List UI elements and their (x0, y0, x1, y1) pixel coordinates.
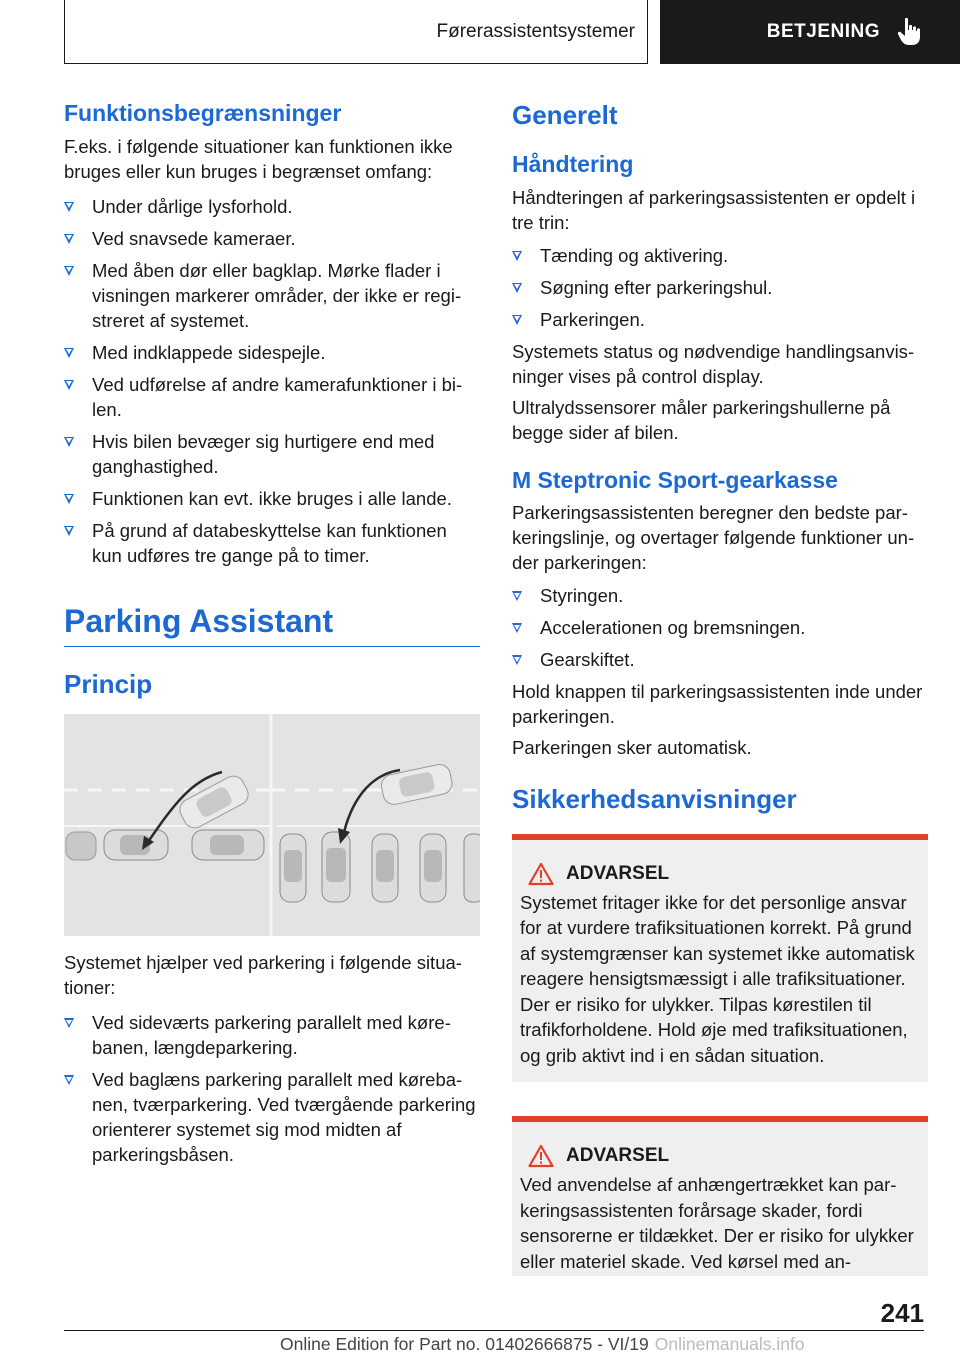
list-item: Ved snavsede kameraer. (64, 226, 480, 251)
warning-label: ADVARSEL (566, 1145, 670, 1167)
car-icon (104, 830, 168, 860)
handling-status-text: Systemets status og nødvendige handlingsanvisninger vises på control display. (512, 340, 915, 387)
triangle-bullet-icon (64, 234, 74, 244)
warning-box (512, 1116, 928, 1276)
footer-watermark: Onlinemanuals.info (654, 1334, 805, 1354)
warning-title (528, 862, 920, 886)
limits-heading: Funktionsbegrænsninger (64, 100, 342, 126)
parked-car-icon (66, 832, 96, 860)
parking-diagram-svg (64, 714, 480, 936)
left-column (64, 100, 480, 1174)
limits-list (64, 194, 480, 568)
list-item: Styringen. (512, 583, 928, 608)
steptronic-list (512, 583, 928, 672)
triangle-bullet-icon (64, 437, 74, 447)
handling-sensor-text: Ultralydssensorer måler parkeringshullerne på begge sider af bilen. (512, 396, 891, 443)
steptronic-intro: Parkeringsassistenten beregner den bedste parkeringslinje, og overtager følgende funktioner under parkeringen: (512, 502, 915, 574)
footer-divider (64, 1330, 924, 1331)
triangle-bullet-icon (64, 202, 74, 212)
safety-heading: Sikkerhedsanvisninger (512, 784, 797, 815)
triangle-bullet-icon (64, 1075, 74, 1085)
list-item: Ved udførelse af andre kamerafunktioner i bilen. (64, 372, 480, 422)
parked-car-icon (464, 834, 480, 902)
principle-list (64, 1010, 480, 1167)
parked-car-icon (192, 830, 264, 860)
steptronic-heading: M Steptronic Sport-gearkasse (512, 466, 838, 493)
list-item: Ved baglæns parkering parallelt med kørebanen, tværparkering. Ved tværgående parkering orienterer systemet sig mod midten af parkeringsbåsen. (64, 1067, 480, 1167)
parked-car-icon (420, 834, 446, 902)
parked-car-icon (280, 834, 306, 902)
triangle-bullet-icon (512, 283, 522, 293)
parking-assistant-heading: Parking Assistant (64, 602, 480, 647)
page-number: 241 (880, 1298, 924, 1328)
principle-heading: Princip (64, 668, 153, 699)
triangle-bullet-icon (64, 494, 74, 504)
triangle-bullet-icon (512, 591, 522, 601)
steptronic-hold-text: Hold knappen til parkeringsassistenten inde under parkeringen. (512, 681, 923, 728)
list-item: Ved sideværts parkering parallelt med kørebanen, længdeparkering. (64, 1010, 480, 1060)
parking-illustration (64, 714, 480, 936)
list-item: Accelerationen og bremsningen. (512, 615, 928, 640)
handling-list (512, 243, 928, 332)
triangle-bullet-icon (512, 655, 522, 665)
limits-intro: F.eks. i følgende situationer kan funktionen ikke bruges eller kun bruges i begrænset omfang: (64, 135, 453, 182)
principle-intro: Systemet hjælper ved parkering i følgende situationer: (64, 952, 462, 999)
header-section-title: Førerassistentsystemer (436, 20, 635, 42)
list-item: Gearskiftet. (512, 647, 928, 672)
footer-edition: Online Edition for Part no. 01402666875 - VI/19 (280, 1334, 649, 1354)
list-item: Funktionen kan evt. ikke bruges i alle lande. (64, 486, 480, 511)
handling-intro: Håndteringen af parkeringsassistenten er opdelt i tre trin: (512, 186, 916, 233)
triangle-bullet-icon (64, 266, 74, 276)
list-item: Tænding og aktivering. (512, 243, 928, 268)
car-icon (322, 832, 350, 902)
warning-triangle-icon (528, 1144, 554, 1168)
list-item: Med indklappede sidespejle. (64, 340, 480, 365)
warning-triangle-icon (528, 862, 554, 886)
list-item: Under dårlige lysforhold. (64, 194, 480, 219)
footer (280, 1334, 805, 1355)
triangle-bullet-icon (64, 348, 74, 358)
list-item: Søgning efter parkeringshul. (512, 275, 928, 300)
pointing-hand-icon (896, 17, 922, 47)
general-heading: Generelt (512, 100, 618, 130)
triangle-bullet-icon (512, 623, 522, 633)
triangle-bullet-icon (64, 380, 74, 390)
list-item: På grund af databeskyttelse kan funktionen kun udføres tre gange på to timer. (64, 518, 480, 568)
triangle-bullet-icon (512, 251, 522, 261)
list-item: Med åben dør eller bagklap. Mørke flader i visningen markerer områder, der ikke er registreret af systemet. (64, 258, 480, 333)
triangle-bullet-icon (64, 1018, 74, 1028)
header-chapter (660, 0, 960, 64)
list-item: Parkeringen. (512, 307, 928, 332)
header-chapter-title: BETJENING (766, 21, 880, 42)
triangle-bullet-icon (64, 526, 74, 536)
warning-title (528, 1144, 920, 1168)
right-column (512, 100, 928, 1276)
warning-text: Systemet fritager ikke for det personlige ansvar for at vurdere trafiksituationen korrekt. På grund af systemgrænser kan systemet ikke automatisk reagere hensigtsmæssigt i alle trafiksituationer. Der er risiko for ulykker. Tilpas kørestilen til trafikforholdene. Hold øje med trafiksituationen, og grib aktivt ind i en sådan situation. (520, 891, 915, 1066)
warning-text: Ved anvendelse af anhængertrækket kan parkeringsassistenten forårsage skader, fordi sensorerne er tildækket. Der er risiko for ulykker eller materiel skade. Ved kørsel med an- (520, 1174, 914, 1272)
list-item: Hvis bilen bevæger sig hurtigere end med ganghastighed. (64, 429, 480, 479)
warning-box (512, 834, 928, 1083)
warning-label: ADVARSEL (566, 862, 670, 884)
steptronic-auto-text: Parkeringen sker automatisk. (512, 737, 752, 759)
handling-heading: Håndtering (512, 151, 634, 178)
parked-car-icon (372, 834, 398, 902)
header-section (64, 0, 648, 64)
triangle-bullet-icon (512, 315, 522, 325)
